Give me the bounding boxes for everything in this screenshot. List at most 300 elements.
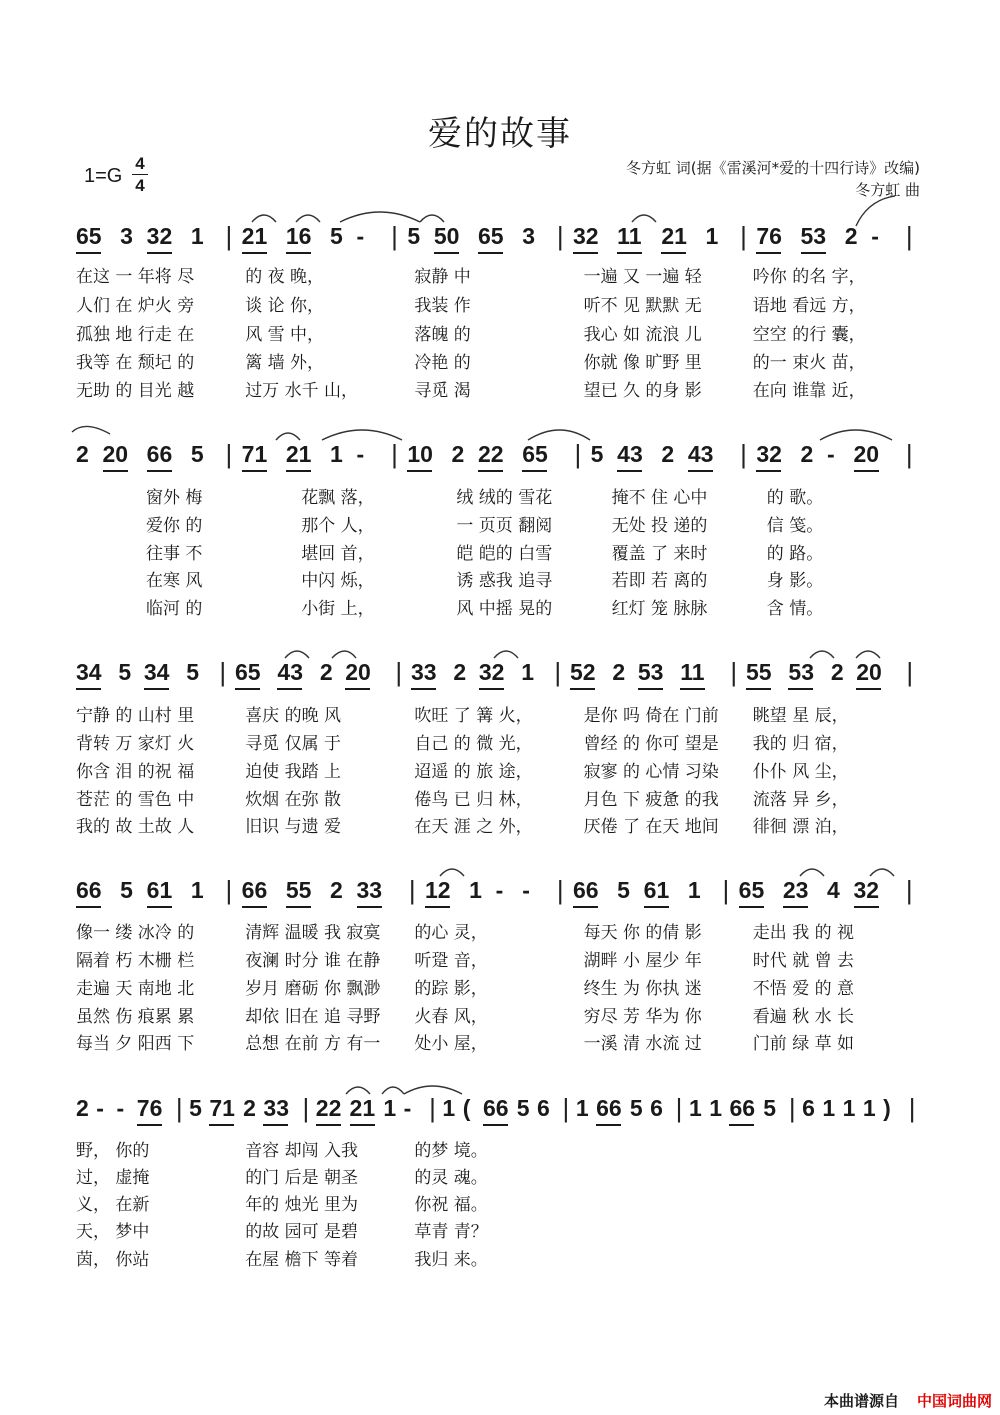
lyric-line	[0, 1217, 1000, 1241]
note-group: 4	[827, 877, 840, 903]
note-group: 1	[190, 223, 204, 249]
lyric-segment: 我心 如 流浪 儿	[583, 325, 702, 345]
note-group: 53	[788, 659, 814, 685]
beam-underline	[478, 470, 503, 472]
lyric-segment: 吟你 的名 字，	[752, 267, 866, 287]
note-group: 6	[650, 1095, 663, 1121]
note-group: 32	[478, 659, 505, 685]
slur	[346, 1087, 370, 1094]
barline: |	[391, 221, 398, 251]
lyric-segment: 年的 烛光 里为	[245, 1195, 358, 1215]
lyric-segment: 清辉 温暖 我 寂寞	[245, 923, 381, 943]
barline: |	[906, 657, 914, 687]
lyric-segment: 花飘 落，	[301, 488, 375, 508]
beam-underline	[573, 252, 598, 254]
lyric-segment: 风 中摇 晃的	[456, 599, 553, 619]
beam-underline	[483, 1124, 508, 1126]
lyric-segment: 宁静 的 山村 里	[76, 706, 195, 726]
beam-underline	[856, 688, 881, 690]
slur	[285, 651, 309, 658]
lyric-segment: 的 夜 晚，	[245, 267, 324, 287]
beam-underline	[103, 470, 128, 472]
slur	[420, 215, 444, 222]
lyric-line	[0, 946, 1000, 970]
lyric-segment: 每天 你 的倩 影	[583, 923, 702, 943]
lyric-segment: 在天 涯 之 外，	[414, 817, 533, 837]
lyric-segment: 在这 一 年将 尽	[76, 267, 195, 287]
beam-underline	[147, 906, 172, 908]
note-group: 20	[102, 441, 129, 467]
note-group: 32	[572, 223, 599, 249]
lyric-segment: 天， 梦中	[76, 1222, 150, 1242]
note-group: 1	[842, 1095, 856, 1121]
note-group: 1	[575, 1095, 589, 1121]
lyric-segment: 虽然 伤 痕累 累	[76, 1007, 195, 1027]
lyric-segment: 厌倦 了 在天 地间	[583, 817, 719, 837]
note-group: 66	[241, 877, 268, 903]
beam-underline	[76, 906, 101, 908]
barline: |	[408, 875, 416, 905]
note-group: -	[522, 877, 530, 903]
lyric-segment: 语地 看远 方，	[752, 296, 866, 316]
lyric-segment: 临河 的	[146, 599, 203, 619]
beam-underline	[570, 688, 595, 690]
note-group: 3	[120, 223, 133, 249]
lyric-segment: 的灵 魂。	[414, 1168, 488, 1188]
beam-underline	[788, 688, 813, 690]
lyric-segment: 在向 谁靠 近，	[752, 381, 866, 401]
note-group: 55	[746, 659, 772, 685]
beam-underline	[688, 470, 713, 472]
note-group: 21	[285, 441, 312, 467]
time-signature	[132, 154, 148, 195]
note-group: 11	[680, 659, 705, 685]
lyric-segment: 草青 青？	[414, 1222, 488, 1242]
note-group: -	[827, 441, 835, 467]
lyric-segment: 红灯 笼 脉脉	[611, 599, 708, 619]
slur	[276, 433, 300, 440]
meter-bottom: 4	[135, 176, 145, 195]
lyric-line	[0, 376, 1000, 400]
note-group: 71	[241, 441, 268, 467]
key-signature: 1=G	[84, 165, 123, 187]
note-group: -	[356, 441, 365, 467]
beam-underline	[854, 906, 879, 908]
slur	[440, 869, 464, 876]
note-group: 61	[146, 877, 173, 903]
lyric-segment: 我的 归 宿，	[752, 734, 849, 754]
note-group: 34	[143, 659, 170, 685]
barline: |	[788, 1093, 796, 1123]
note-group: 10	[407, 441, 433, 467]
beam-underline	[76, 688, 101, 690]
note-group: -	[116, 1095, 125, 1121]
note-group: 34	[76, 659, 102, 685]
lyric-segment: 寂静 中	[414, 267, 471, 287]
note-group: 5	[763, 1095, 777, 1121]
note-group: 1	[705, 223, 719, 249]
beam-underline	[235, 688, 260, 690]
lyric-line	[0, 974, 1000, 998]
note-group: 22	[478, 441, 504, 467]
note-group: 65	[235, 659, 261, 685]
note-group: 2	[830, 659, 844, 685]
lyric-segment: 往事 不	[146, 544, 203, 564]
lyric-segment: 信 笺。	[766, 516, 824, 536]
lyric-segment: 自己 的 微 光，	[414, 734, 533, 754]
lyric-segment: 堪回 首，	[301, 544, 375, 564]
barline: |	[905, 439, 913, 469]
notation-row	[0, 658, 1000, 698]
lyric-segment: 流落 异 乡，	[752, 790, 849, 810]
lyric-segment: 的梦 境。	[414, 1141, 488, 1161]
lyric-segment: 走出 我 的 视	[752, 923, 855, 943]
lyric-segment: 我归 来。	[414, 1250, 488, 1270]
note-group: 5	[120, 877, 133, 903]
barline: |	[740, 221, 747, 251]
note-group: 23	[782, 877, 809, 903]
note-group: 5	[617, 877, 630, 903]
beam-underline	[596, 1124, 621, 1126]
note-group: 21	[661, 223, 687, 249]
slur	[252, 215, 276, 222]
lyric-segment: 在屋 檐下 等着	[245, 1250, 358, 1270]
beam-underline	[286, 252, 311, 254]
beam-underline	[479, 688, 504, 690]
lyric-segment: 过， 虚掩	[76, 1168, 150, 1188]
lyric-segment: 篱 墙 外，	[245, 353, 324, 373]
beam-underline	[680, 688, 705, 690]
note-group: -	[871, 223, 879, 249]
lyric-segment: 小街 上，	[301, 599, 375, 619]
barline: |	[225, 221, 233, 251]
note-group: 1	[469, 877, 482, 903]
lyric-segment: 眺望 星 辰，	[752, 706, 849, 726]
beam-underline	[739, 906, 764, 908]
beam-underline	[76, 252, 101, 254]
song-title: 爱的故事	[428, 114, 572, 154]
notation-row	[0, 1094, 1000, 1134]
lyric-line	[0, 483, 1000, 507]
lyric-segment: 我的 故 土故 人	[76, 817, 195, 837]
beam-underline	[425, 906, 450, 908]
lyric-segment: 像一 缕 冰冷 的	[76, 923, 195, 943]
lyric-segment: 门前 绿 草 如	[752, 1034, 855, 1054]
lyric-segment: 你祝 福。	[414, 1195, 488, 1215]
beam-underline	[644, 906, 669, 908]
lyric-segment: 却依 旧在 追 寻野	[245, 1007, 381, 1027]
barline: |	[302, 1093, 310, 1123]
note-group: 2	[612, 659, 626, 685]
beam-underline	[729, 1124, 754, 1126]
lyric-segment: 孤独 地 行走 在	[76, 325, 195, 345]
barline: |	[219, 657, 227, 687]
note-group: -	[96, 1095, 104, 1121]
lyric-line	[0, 320, 1000, 344]
lyric-line	[0, 918, 1000, 942]
slur	[870, 869, 894, 876]
lyric-segment: 隔着 朽 木栅 栏	[76, 951, 195, 971]
footer-label: 本曲谱源自	[823, 1392, 899, 1410]
lyric-segment: 寻觅 渴	[414, 381, 471, 401]
barline: |	[562, 1093, 570, 1123]
lyric-segment: 在寒 风	[146, 571, 203, 591]
lyric-segment: 旧识 与遗 爱	[245, 817, 341, 837]
note-group: -	[403, 1095, 412, 1121]
lyric-segment: 中闪 烁，	[301, 571, 375, 591]
lyric-segment: 风 雪 中，	[245, 325, 324, 345]
barline: |	[225, 875, 233, 905]
note-group: 76	[136, 1095, 163, 1121]
lyric-segment: 你就 像 旷野 里	[583, 353, 702, 373]
note-group: 1	[687, 877, 701, 903]
lyric-line	[0, 701, 1000, 725]
note-group: 2	[330, 877, 343, 903]
beam-underline	[854, 470, 879, 472]
lyric-segment: 那个 人，	[301, 516, 375, 536]
beam-underline	[756, 252, 781, 254]
note-group: 65	[478, 223, 504, 249]
lyric-segment: 每当 夕 阳西 下	[76, 1034, 195, 1054]
lyric-segment: 的 歌。	[766, 488, 824, 508]
lyric-segment: 绒 绒的 雪花	[456, 488, 553, 508]
note-group: 6	[802, 1095, 815, 1121]
barline: |	[905, 221, 913, 251]
note-group: 2	[243, 1095, 256, 1121]
lyric-segment: 身 影。	[766, 571, 824, 591]
lyric-segment: 是你 吗 倚在 门前	[583, 706, 719, 726]
note-group: 5	[186, 659, 200, 685]
lyric-segment: 听不 见 默默 无	[583, 296, 702, 316]
lyric-segment: 皑 皑的 白雪	[456, 544, 553, 564]
lyric-segment: 人们 在 炉火 旁	[76, 296, 195, 316]
lyric-segment: 的心 灵，	[414, 923, 488, 943]
lyric-segment: 我等 在 颓圮 的	[76, 353, 195, 373]
barline: |	[175, 1093, 183, 1123]
beam-underline	[746, 688, 771, 690]
note-group: 71	[209, 1095, 235, 1121]
lyric-line	[0, 594, 1000, 618]
note-group: 5	[407, 223, 421, 249]
note-group: 50	[433, 223, 460, 249]
lyric-segment: 无助 的 目光 越	[76, 381, 195, 401]
note-group: 1	[190, 877, 204, 903]
note-group: 33	[263, 1095, 290, 1121]
note-group: 2	[319, 659, 333, 685]
composer-credit: 冬方虹 曲	[855, 181, 920, 199]
lyric-segment: 窗外 梅	[146, 488, 203, 508]
lyric-segment: 覆盖 了 来时	[611, 544, 708, 564]
note-group: 1	[521, 659, 535, 685]
notation-row	[0, 440, 1000, 480]
barline: |	[429, 1093, 436, 1123]
note-group: 66	[482, 1095, 509, 1121]
note-group: 1	[383, 1095, 397, 1121]
lyric-segment: 苍茫 的 雪色 中	[76, 790, 195, 810]
lyric-segment: 岁月 磨砺 你 飘渺	[245, 979, 381, 999]
note-group: 66	[596, 1095, 622, 1121]
note-group: 43	[687, 441, 714, 467]
note-group: 66	[572, 877, 599, 903]
lyric-segment: 月色 下 疲惫 的我	[583, 790, 719, 810]
slur	[340, 212, 420, 222]
lyric-segment: 夜澜 时分 谁 在静	[245, 951, 381, 971]
note-group: 33	[411, 659, 437, 685]
lyric-segment: 看遍 秋 水 长	[752, 1007, 855, 1027]
slur	[810, 651, 834, 658]
note-group: 3	[522, 223, 535, 249]
beam-underline	[661, 252, 686, 254]
note-group: (	[462, 1095, 471, 1121]
lyric-segment: 迢遥 的 旅 途，	[414, 762, 533, 782]
note-group: 65	[522, 441, 548, 467]
lyric-line	[0, 1029, 1000, 1053]
lyric-segment: 茵， 你站	[76, 1250, 150, 1270]
lyric-segment: 若即 若 离的	[611, 571, 708, 591]
beam-underline	[801, 252, 826, 254]
note-group: 2	[800, 441, 814, 467]
beam-underline	[277, 688, 302, 690]
lyric-segment: 处小 屋，	[414, 1034, 488, 1054]
beam-underline	[209, 1124, 234, 1126]
lyric-segment: 的故 园可 是碧	[245, 1222, 358, 1242]
lyric-segment: 我装 作	[414, 296, 471, 316]
lyric-segment: 吹旺 了 篝 火，	[414, 706, 533, 726]
slur	[800, 869, 824, 876]
note-group: 21	[241, 223, 268, 249]
lyric-segment: 一 页页 翻阅	[456, 516, 553, 536]
note-group: 16	[285, 223, 312, 249]
barline: |	[574, 439, 582, 469]
lyric-line	[0, 291, 1000, 315]
lyric-segment: 诱 惑我 追寻	[456, 571, 553, 591]
lyric-line	[0, 729, 1000, 753]
note-group: 32	[853, 877, 880, 903]
beam-underline	[242, 470, 267, 472]
lyric-segment: 湖畔 小 屋少 年	[583, 951, 702, 971]
note-group: 33	[356, 877, 383, 903]
note-group: 2	[661, 441, 675, 467]
beam-underline	[783, 906, 808, 908]
slur	[296, 215, 320, 222]
note-group: 2	[76, 1095, 89, 1121]
note-group: 66	[146, 441, 173, 467]
slur	[322, 430, 402, 440]
note-group: 20	[345, 659, 371, 685]
beam-underline	[286, 906, 311, 908]
lyric-segment: 义， 在新	[76, 1195, 150, 1215]
lyric-segment: 一溪 清 水流 过	[583, 1034, 702, 1054]
note-group: 53	[637, 659, 664, 685]
lyric-segment: 炊烟 在弥 散	[245, 790, 341, 810]
note-group: 65	[738, 877, 765, 903]
lyric-line	[0, 757, 1000, 781]
note-group: 2	[844, 223, 858, 249]
note-group: 43	[277, 659, 304, 685]
note-group: 5	[516, 1095, 530, 1121]
beam-underline	[638, 688, 663, 690]
lyric-segment: 掩不 住 心中	[611, 488, 708, 508]
beam-underline	[144, 688, 169, 690]
barline: |	[740, 439, 747, 469]
note-group: )	[883, 1095, 891, 1121]
beam-underline	[411, 688, 436, 690]
slur	[494, 651, 518, 658]
note-group: 65	[76, 223, 102, 249]
lyric-segment: 的 路。	[766, 544, 824, 564]
lyric-line	[0, 1002, 1000, 1026]
lyric-segment: 仆仆 风 尘，	[752, 762, 849, 782]
note-group: -	[356, 223, 365, 249]
note-group: 5	[189, 1095, 202, 1121]
barline: |	[905, 875, 913, 905]
note-group: 6	[536, 1095, 550, 1121]
lyric-line	[0, 348, 1000, 372]
lyric-line	[0, 812, 1000, 836]
beam-underline	[147, 252, 172, 254]
lyric-segment: 野， 你的	[76, 1141, 150, 1161]
note-group: 5	[118, 659, 132, 685]
lyric-segment: 火春 风，	[414, 1007, 488, 1027]
lyric-segment: 谈 论 你，	[245, 296, 324, 316]
lyric-segment: 落魄 的	[414, 325, 471, 345]
lyric-segment: 的门 后是 朝圣	[245, 1168, 358, 1188]
note-group: 43	[617, 441, 643, 467]
note-group: 66	[76, 877, 102, 903]
note-group: 52	[570, 659, 596, 685]
beam-underline	[316, 1124, 341, 1126]
beam-underline	[617, 252, 642, 254]
beam-underline	[357, 906, 382, 908]
beam-underline	[242, 906, 267, 908]
lyric-line	[0, 1245, 1000, 1269]
barline: |	[675, 1093, 683, 1123]
barline: |	[908, 1093, 916, 1123]
lyric-segment: 时代 就 曾 去	[752, 951, 855, 971]
beam-underline	[573, 906, 598, 908]
barline: |	[395, 657, 403, 687]
note-group: 20	[856, 659, 882, 685]
note-group: 1	[862, 1095, 876, 1121]
beam-underline	[286, 470, 311, 472]
beam-underline	[407, 470, 432, 472]
note-group: 32	[756, 441, 782, 467]
lyric-line	[0, 1190, 1000, 1214]
meter-top: 4	[135, 154, 145, 173]
barline: |	[556, 875, 564, 905]
note-group: 5	[190, 441, 204, 467]
note-group: 22	[315, 1095, 342, 1121]
note-group: 66	[729, 1095, 756, 1121]
barline: |	[554, 657, 562, 687]
slur	[632, 215, 656, 222]
lyric-segment: 的一 束火 苗，	[752, 353, 866, 373]
note-group: 11	[617, 223, 642, 249]
lyric-segment: 爱你 的	[146, 516, 203, 536]
note-group: 2	[451, 441, 465, 467]
notation-row	[0, 876, 1000, 916]
lyric-segment: 无处 投 递的	[611, 516, 708, 536]
barline: |	[391, 439, 398, 469]
lyric-segment: 寂寥 的 心情 习染	[583, 762, 719, 782]
lyric-segment: 背转 万 家灯 火	[76, 734, 195, 754]
beam-underline	[617, 470, 642, 472]
note-group: 5	[330, 223, 343, 249]
lyric-line	[0, 511, 1000, 535]
slur	[856, 651, 880, 658]
slur	[820, 430, 892, 440]
beam-underline	[263, 1124, 288, 1126]
